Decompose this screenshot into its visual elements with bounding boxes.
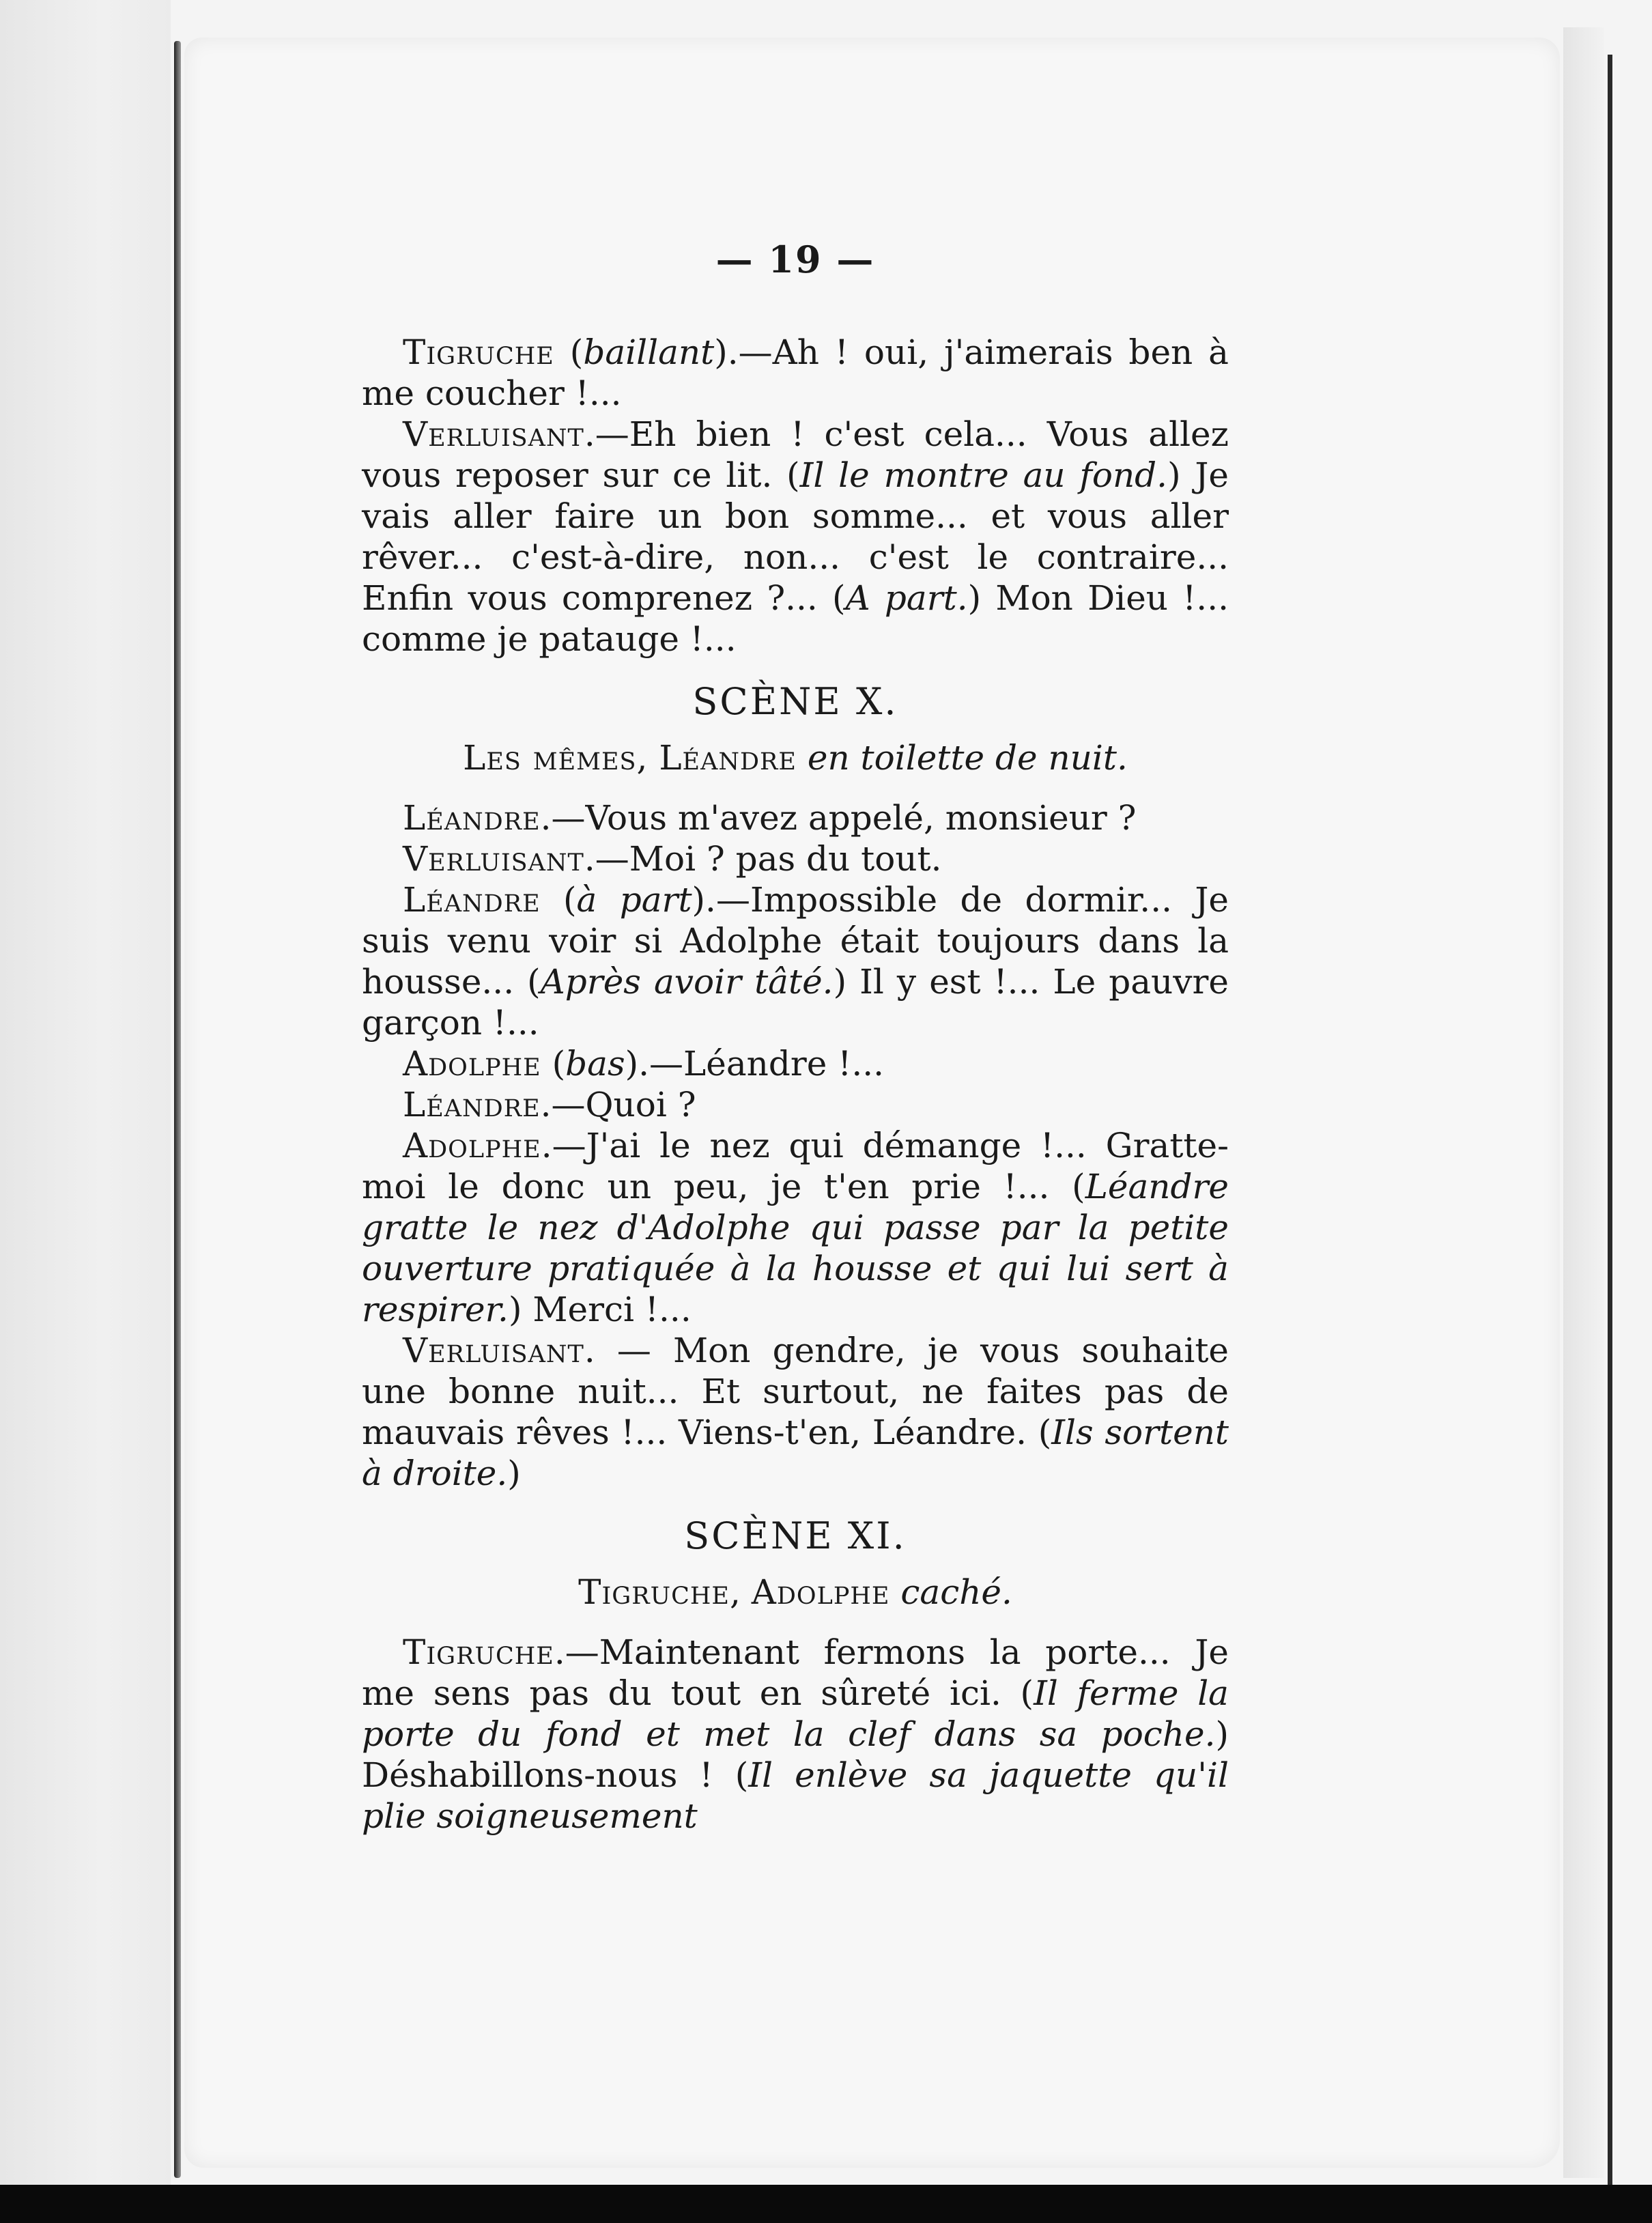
dialogue-verluisant-2: Verluisant.—Moi ? pas du tout. (403, 839, 942, 879)
speaker-name: Verluisant (403, 1331, 584, 1370)
dialogue-text: Quoi ? (585, 1085, 696, 1124)
stage-direction: baillant (583, 332, 715, 372)
dialogue-text: J'ai le nez qui démange !... Gratte-moi le donc un peu, je t'en prie !... (362, 1126, 1229, 1206)
dialogue-verluisant-1: Verluisant.—Eh bien ! c'est cela... Vous allez vous reposer sur ce lit. (Il le montre au fond.) Je vais aller faire un bon somme... et vous aller rêver... c'est-à-dire, non... c'est le contraire... Enfin vous comprenez ?... (A part.) Mon Dieu !... comme je patauge !... (362, 414, 1229, 659)
dialogue-text: Déshabillons-nous ! (362, 1755, 713, 1795)
right-edge-line (1608, 55, 1612, 2192)
dialogue-tigruche-2: Tigruche.—Maintenant fermons la porte... Je me sens pas du tout en sûreté ici. (Il ferme la porte du fond et met la clef dans sa poche.) Déshabillons-nous ! (Il enlève sa jaquette qu'il plie soigneusement (362, 1632, 1229, 1836)
speaker-name: Adolphe (403, 1044, 541, 1084)
speaker-name: Léandre (403, 1085, 541, 1124)
dialogue-text: Je vais aller faire un bon somme... et vous aller rêver... c'est-à-dire, non... c'est le contraire... Enfin vous comprenez ?... (362, 455, 1229, 618)
dialogue-text: Merci !... (532, 1290, 692, 1329)
speaker-name: Tigruche (403, 1632, 554, 1672)
cast-prefix: Les mêmes, (463, 738, 649, 778)
dialogue-text: Il y est !... Le pauvre garçon !... (362, 962, 1229, 1043)
dialogue-verluisant-3: Verluisant. — Mon gendre, je vous souhaite une bonne nuit... Et surtout, ne faites pas de mauvais rêves !... Viens-t'en, Léandre. (Ils sortent à droite.) (362, 1331, 1229, 1493)
scene-cast: Tigruche, Adolphe caché. (578, 1572, 1012, 1612)
stage-direction: Ils sortent à droite. (362, 1413, 1229, 1493)
cast-name: Adolphe (751, 1572, 890, 1612)
stage-direction: Il ferme la porte du fond et met la clef dans sa poche. (362, 1673, 1229, 1754)
stage-direction: Il le montre au fond. (799, 455, 1168, 495)
page-text (362, 239, 1229, 1837)
stage-direction: Léandre gratte le nez d'Adolphe qui passe par la petite ouverture pratiquée à la housse et qui lui sert à respirer. (362, 1167, 1229, 1329)
scene-heading: SCÈNE X. (692, 680, 898, 723)
cast-name: Léandre (659, 738, 797, 778)
speaker-name: Tigruche (403, 332, 554, 372)
dialogue-leandre-2: Léandre (à part).—Impossible de dormir... Je suis venu voir si Adolphe était toujours dans la housse... (Après avoir tâté.) Il y est !... Le pauvre garçon !... (362, 880, 1229, 1043)
speaker-name: Verluisant (403, 839, 584, 879)
bottom-scan-band (0, 2185, 1652, 2223)
dialogue-adolphe-1: Adolphe (bas).—Léandre !... (403, 1044, 885, 1084)
right-page-edge (1563, 27, 1604, 2178)
speaker-name: Verluisant (403, 414, 584, 454)
scene-heading: SCÈNE XI. (684, 1514, 907, 1557)
speaker-name: Léandre (403, 798, 541, 838)
speaker-name: Adolphe (403, 1126, 541, 1165)
stage-direction: Il enlève sa jaquette qu'il plie soigneusement (362, 1755, 1229, 1836)
dialogue-text: Léandre !... (683, 1044, 885, 1084)
cast-name: Tigruche (578, 1572, 730, 1612)
stage-direction: A part. (845, 578, 968, 618)
dialogue-text: Eh bien ! c'est cela... Vous allez vous reposer sur ce lit. (362, 414, 1229, 495)
dialogue-text: Ah ! oui, j'aimerais ben à me coucher !... (362, 332, 1229, 413)
dialogue-leandre-3: Léandre.—Quoi ? (403, 1085, 696, 1124)
binding-spine (174, 41, 181, 2178)
dialogue-text: Impossible de dormir... Je suis venu voir si Adolphe était toujours dans la housse... (362, 880, 1229, 1002)
dialogue-leandre-1: Léandre.—Vous m'avez appelé, monsieur ? (403, 798, 1137, 838)
dialogue-adolphe-2: Adolphe.—J'ai le nez qui démange !... Gratte-moi le donc un peu, je t'en prie !... (Léandre gratte le nez d'Adolphe qui passe par la petite ouverture pratiquée à la housse et qui lui sert à respirer.) Merci !... (362, 1126, 1229, 1329)
cast-note: en toilette de nuit. (807, 738, 1128, 778)
left-margin (0, 0, 171, 2223)
dialogue-text: Vous m'avez appelé, monsieur ? (585, 798, 1137, 838)
dialogue-tigruche-1: Tigruche (baillant).—Ah ! oui, j'aimerais ben à me coucher !... (362, 332, 1229, 413)
speaker-name: Léandre (403, 880, 541, 920)
stage-direction: bas (565, 1044, 625, 1084)
scene-cast (362, 737, 1229, 778)
page-number: — 19 — (715, 238, 875, 281)
cast-note: caché. (900, 1572, 1012, 1612)
stage-direction: à part (576, 880, 692, 920)
dialogue-text: Mon Dieu !... comme je patauge !... (362, 578, 1229, 659)
stage-direction: Après avoir tâté. (540, 962, 834, 1002)
dialogue-text: Mon gendre, je vous souhaite une bonne nuit... Et surtout, ne faites pas de mauvais rêves !... Viens-t'en, Léandre. (362, 1331, 1229, 1452)
dialogue-text: Maintenant fermons la porte... Je me sens pas du tout en sûreté ici. (362, 1632, 1229, 1713)
dialogue-text: Moi ? pas du tout. (629, 839, 942, 879)
